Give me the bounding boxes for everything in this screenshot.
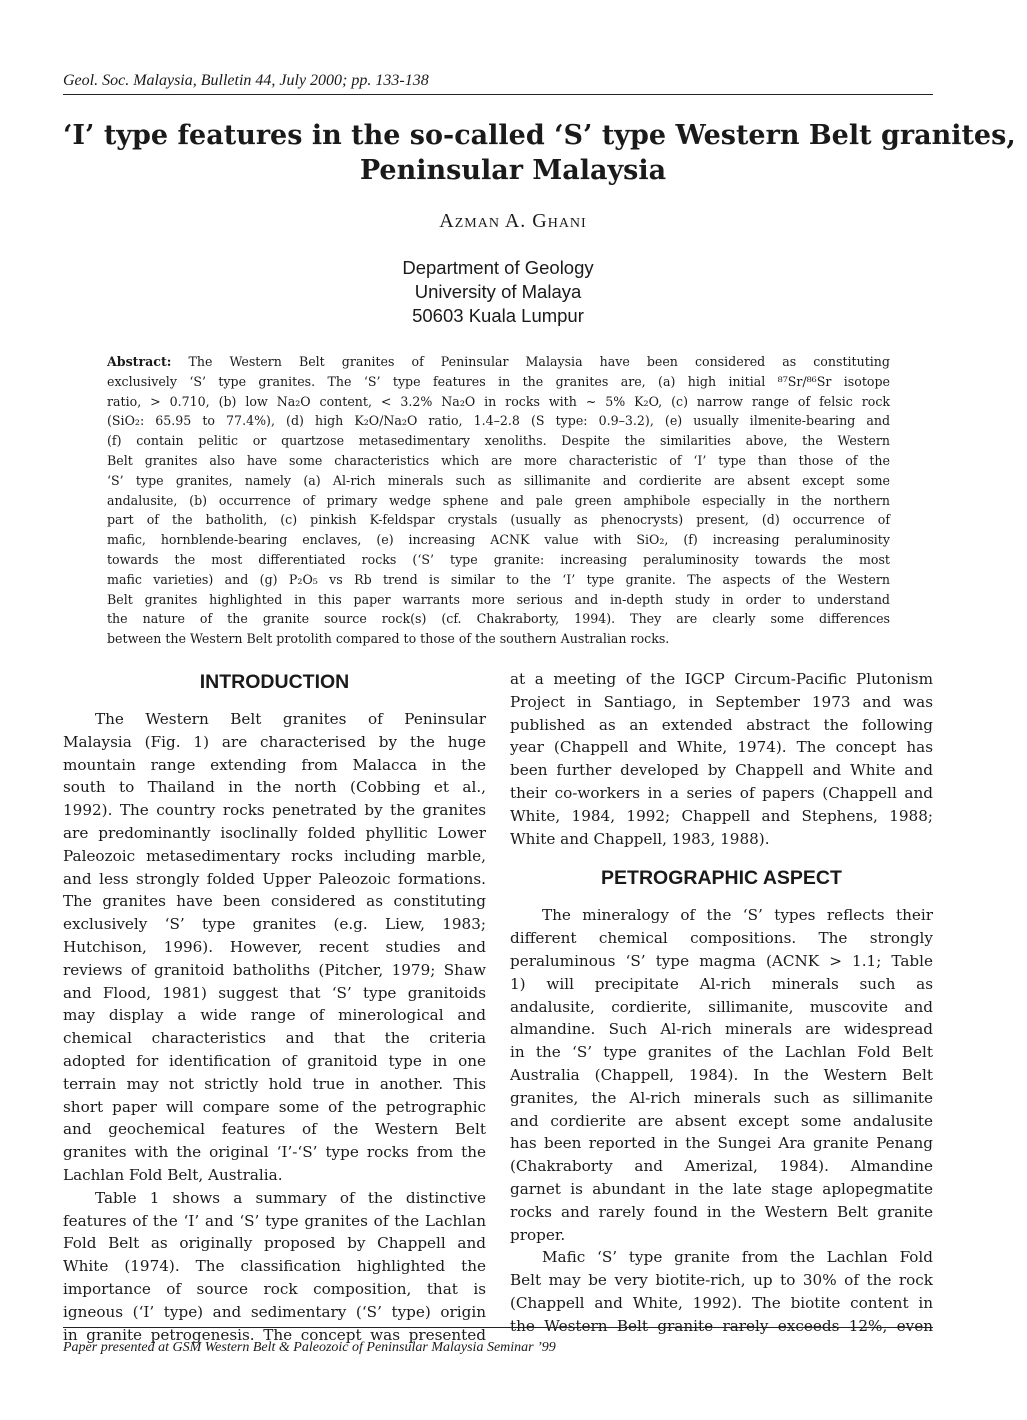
- body-line: may display a wide range of minerological and: [63, 1006, 486, 1025]
- body-line: White and Chappell, 1983, 1988).: [510, 829, 770, 848]
- heading-spacer: [63, 700, 486, 708]
- body-line: Mafic ‘S’ type granite from the Lachlan Fold: [542, 1248, 933, 1267]
- body-line: year (Chappell and White, 1974). The concept has: [510, 738, 933, 757]
- body-line: different chemical compositions. The strongly: [510, 929, 933, 948]
- body-line: at a meeting of the IGCP Circum-Pacific Plutonism: [510, 670, 933, 688]
- footer-note: Paper presented at GSM Western Belt & Paleozoic of Peninsular Malaysia Seminar ’99: [63, 1340, 556, 1355]
- body-line: reviews of granitoid batholiths (Pitcher, 1979; Shaw: [63, 960, 486, 979]
- journal-citation: Geol. Soc. Malaysia, Bulletin 44, July 2000; pp. 133-138: [63, 72, 429, 89]
- body-line: Paleozoic metasedimentary rocks including marble,: [63, 846, 486, 865]
- body-line: (Chappell and White, 1992). The biotite content in: [510, 1293, 933, 1312]
- title-line-1: ‘I’ type features in the so-called ‘S’ type Western Belt granites,: [63, 120, 1016, 151]
- body-line: igneous (‘I’ type) and sedimentary (‘S’ type) origin: [63, 1302, 486, 1321]
- footer-rule: [63, 1327, 933, 1328]
- body-line: andalusite, cordierite, sillimanite, muscovite and: [510, 997, 933, 1016]
- body-line: White (1974). The classification highlighted the: [63, 1257, 486, 1276]
- body-line: importance of source rock composition, that is: [63, 1279, 486, 1298]
- body-line: (Chakraborty and Amerizal, 1984). Almandine: [510, 1157, 933, 1176]
- body-line: The mineralogy of the ‘S’ types reflects their: [542, 906, 933, 925]
- body-line: chemical characteristics and that the criteria: [63, 1029, 486, 1048]
- abstract-line: (f) contain pelitic or quartzose metasedimentary xenoliths. Despite the similarities above, the Western: [107, 433, 890, 449]
- body-line: Table 1 shows a summary of the distinctive: [95, 1188, 486, 1207]
- body-line: granites with the original ‘I’-‘S’ type rocks from the: [63, 1143, 486, 1162]
- body-line: south to Thailand in the north (Cobbing et al.,: [63, 778, 486, 797]
- title-line-2: Peninsular Malaysia: [359, 155, 667, 186]
- affiliation: [63, 256, 933, 328]
- body-line: White, 1984, 1992; Chappell and Stephens, 1988;: [510, 806, 933, 825]
- body-line: Australia (Chappell, 1984). In the Western Belt: [510, 1065, 933, 1084]
- body-line: peraluminous ‘S’ type magma (ACNK > 1.1; Table: [510, 951, 933, 970]
- body-line: and cordierite are absent except some andalusite: [510, 1111, 933, 1130]
- abstract-text: The Western Belt granites of Peninsular Malaysia have been considered as constituting: [188, 354, 890, 369]
- affiliation-address: 50603 Kuala Lumpur: [412, 305, 584, 326]
- body-line: 1992). The country rocks penetrated by the granites: [63, 801, 486, 820]
- body-line: garnet is abundant in the late stage aplopegmatite: [510, 1179, 933, 1198]
- body-line: and Flood, 1981) suggest that ‘S’ type granitoids: [63, 983, 486, 1002]
- abstract-line: (SiO₂: 65.95 to 77.4%), (d) high K₂O/Na₂O ratio, 1.4–2.8 (S type: 0.9–3.2), (e) usually ilmenite-bearing and: [107, 413, 890, 429]
- body-line: has been reported in the Sungei Ara granite Penang: [510, 1134, 933, 1153]
- body-line: features of the ‘I’ and ‘S’ type granites of the Lachlan: [63, 1211, 486, 1230]
- abstract-line: the nature of the granite source rock(s) (cf. Chakraborty, 1994). They are clearly some differences: [107, 611, 890, 627]
- body-line: Project in Santiago, in September 1973 and was: [510, 692, 933, 711]
- body-line: and geochemical features of the Western Belt: [63, 1120, 486, 1139]
- body-line: Lachlan Fold Belt, Australia.: [63, 1165, 283, 1184]
- body-line: granites, the Al-rich minerals such as sillimanite: [510, 1088, 933, 1107]
- body-line: The granites have been considered as constituting: [63, 892, 486, 911]
- paper-title: [63, 118, 1016, 188]
- abstract-line: mafic, hornblende-bearing enclaves, (e) increasing ACNK value with SiO₂, (f) increasing peraluminosity: [107, 532, 890, 548]
- abstract-line: Belt granites highlighted in this paper warrants more serious and in-depth study in order to understand: [107, 591, 890, 607]
- body-line: exclusively ‘S’ type granites (e.g. Liew, 1983;: [63, 915, 486, 934]
- abstract-line: ‘S’ type granites, namely (a) Al-rich minerals such as sillimanite and cordierite are absent except some: [107, 472, 890, 488]
- body-line: their co-workers in a series of papers (Chappell and: [510, 783, 933, 802]
- header-rule: [63, 94, 933, 95]
- section-heading-introduction: INTRODUCTION: [199, 671, 350, 693]
- body-line: the Western Belt granite rarely exceeds 12%, even: [510, 1316, 933, 1335]
- body-line: 1) will precipitate Al-rich minerals such as: [510, 974, 933, 993]
- right-column: [510, 668, 933, 1338]
- heading-spacer: [510, 896, 933, 904]
- body-line: proper.: [510, 1225, 566, 1244]
- body-line: in granite petrogenesis. The concept was presented: [63, 1325, 486, 1344]
- abstract-line: [107, 352, 890, 372]
- body-line: adopted for identification of granitoid type in one: [63, 1051, 486, 1070]
- abstract-line: between the Western Belt protolith compared to those of the southern Australian rocks.: [107, 631, 670, 647]
- body-line: short paper will compare some of the petrographic: [63, 1097, 486, 1116]
- body-line: Malaysia (Fig. 1) are characterised by the huge: [63, 732, 486, 751]
- section-spacer: [510, 850, 933, 864]
- body-line: The Western Belt granites of Peninsular: [95, 710, 486, 728]
- abstract-line: mafic varieties) and (g) P₂O₅ vs Rb trend is similar to the ‘I’ type granite. The aspects of the Western: [107, 571, 890, 587]
- abstract: [107, 352, 890, 649]
- section-heading-petrographic: PETROGRAPHIC ASPECT: [601, 867, 842, 890]
- body-line: Belt may be very biotite-rich, up to 30% of the rock: [510, 1271, 933, 1290]
- abstract-line: exclusively ‘S’ type granites. The ‘S’ type features in the granites are, (a) high initial ⁸⁷Sr/⁸⁶Sr isotope: [107, 373, 890, 389]
- affiliation-department: Department of Geology: [402, 257, 594, 278]
- abstract-line: part of the batholith, (c) pinkish K-feldspar crystals (usually as phenocrysts) present, (d) occurrence of: [107, 512, 890, 528]
- body-line: almandine. Such Al-rich minerals are widespread: [510, 1020, 933, 1039]
- abstract-line: andalusite, (b) occurrence of primary wedge sphene and pale green amphibole especially in the northern: [107, 492, 890, 508]
- author-name: Azman A. Ghani: [439, 210, 587, 232]
- body-line: in the ‘S’ type granites of the Lachlan Fold Belt: [510, 1043, 933, 1062]
- abstract-line: Belt granites also have some characteristics which are more characteristic of ‘I’ type than those of the: [107, 452, 890, 468]
- body-line: Hutchison, 1996). However, recent studies and: [63, 937, 486, 956]
- body-line: mountain range extending from Malacca in the: [63, 755, 486, 774]
- body-line: published as an extended abstract the following: [510, 715, 933, 734]
- body-line: rocks and rarely found in the Western Belt granite: [510, 1202, 933, 1221]
- abstract-line: ratio, > 0.710, (b) low Na₂O content, < 3.2% Na₂O in rocks with ~ 5% K₂O, (c) narrow range of felsic rock: [107, 393, 890, 409]
- body-line: been further developed by Chappell and White and: [510, 761, 933, 780]
- abstract-line: towards the most differentiated rocks (‘S’ type granite: increasing peraluminosity towards the most: [107, 551, 890, 567]
- body-line: terrain may not strictly hold true in another. This: [63, 1074, 486, 1093]
- body-line: are predominantly isoclinally folded phyllitic Lower: [63, 823, 486, 842]
- body-line: Fold Belt as originally proposed by Chappell and: [63, 1234, 486, 1253]
- left-column: [63, 668, 486, 1346]
- affiliation-university: University of Malaya: [414, 281, 582, 302]
- body-line: and less strongly folded Upper Paleozoic formations.: [63, 869, 486, 888]
- abstract-label: Abstract:: [107, 354, 172, 369]
